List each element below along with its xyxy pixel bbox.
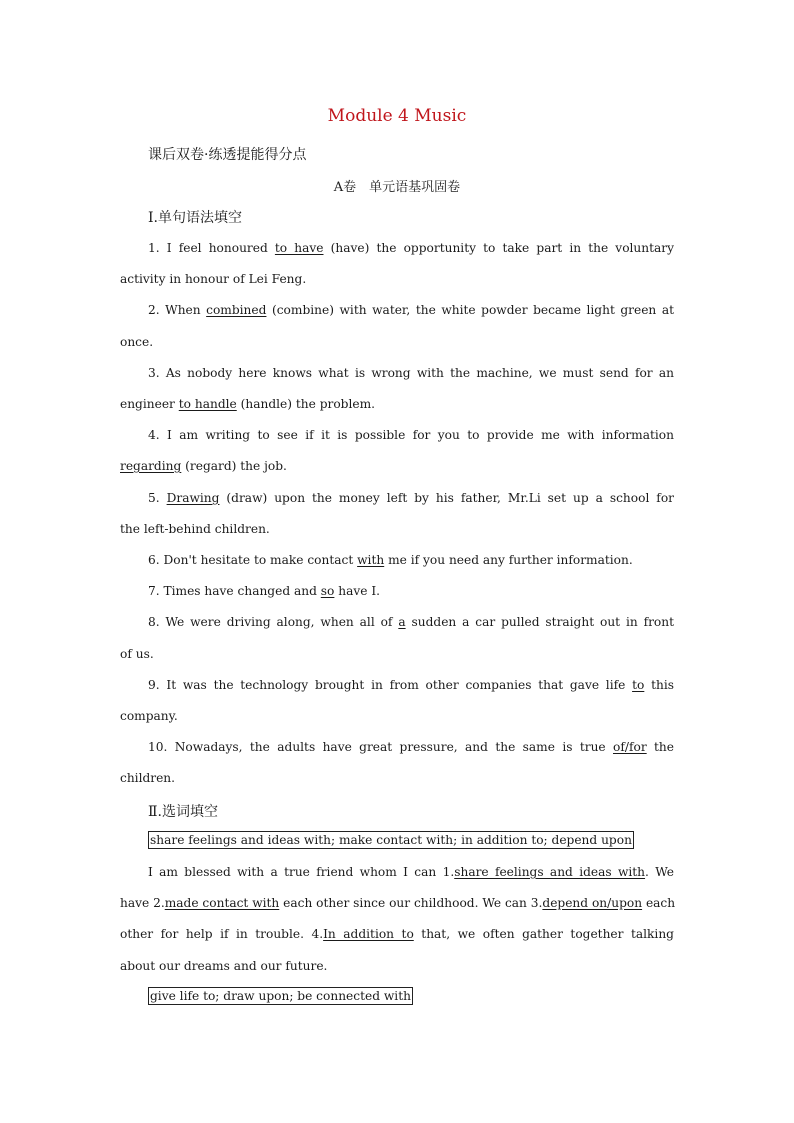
- question-3-line-1: 3. As nobody here knows what is wrong with the machine, we must send for an: [148, 366, 674, 380]
- question-8-line-2: of us.: [120, 647, 154, 661]
- passage-answer-4: In addition to: [323, 927, 414, 941]
- paper-label: A卷 单元语基巩固卷: [333, 180, 461, 195]
- subtitle: 课后双卷·练透提能得分点: [148, 147, 307, 163]
- section1-heading: Ⅰ.单句语法填空: [148, 210, 242, 226]
- passage-line-4: about our dreams and our future.: [120, 959, 328, 973]
- section2-heading: Ⅱ.选词填空: [148, 804, 218, 820]
- question-6-line-1: 6. Don't hesitate to make contact with me if you need any further information.: [148, 553, 633, 567]
- question-2-line-2: once.: [120, 335, 154, 349]
- question-10-line-2: children.: [120, 771, 176, 785]
- question-8-line-1: 8. We were driving along, when all of a sudden a car pulled straight out in front: [148, 615, 674, 629]
- passage-answer-3: depend on/upon: [542, 896, 643, 910]
- answer-3: to handle: [178, 397, 237, 411]
- passage-line-1: I am blessed with a true friend whom I can 1.share feelings and ideas with. We: [148, 865, 675, 879]
- passage-line-2: have 2.made contact with each other since our childhood. We can 3.depend on/upon each: [120, 896, 676, 910]
- question-4-line-1: 4. I am writing to see if it is possible for you to provide me with information: [148, 428, 674, 442]
- question-5-line-2: the left-behind children.: [120, 522, 270, 536]
- answer-6: with: [357, 553, 385, 567]
- question-3-line-2: engineer to handle (handle) the problem.: [120, 397, 376, 411]
- question-4-line-2: regarding (regard) the job.: [120, 459, 287, 473]
- answer-4: regarding: [120, 459, 182, 473]
- word-box-1: share feelings and ideas with; make contact with; in addition to; depend upon: [150, 833, 632, 847]
- question-7-line-1: 7. Times have changed and so have I.: [148, 584, 381, 598]
- question-2-line-1: 2. When combined (combine) with water, the white powder became light green at: [148, 303, 674, 317]
- answer-9: to: [632, 678, 645, 692]
- question-9-line-2: company.: [120, 709, 178, 723]
- question-5-line-1: 5. Drawing (draw) upon the money left by his father, Mr.Li set up a school for: [148, 491, 674, 505]
- passage-answer-2: made contact with: [164, 896, 280, 910]
- answer-1: to have: [274, 241, 324, 255]
- word-box-2: give life to; draw upon; be connected with: [150, 989, 411, 1003]
- question-10-line-1: 10. Nowadays, the adults have great pressure, and the same is true of/for the: [148, 740, 674, 754]
- passage-line-3: other for help if in trouble. 4.In addition to that, we often gather together talking: [120, 927, 674, 941]
- answer-7: so: [320, 584, 335, 598]
- question-1-line-2: activity in honour of Lei Feng.: [120, 272, 307, 286]
- answer-2: combined: [206, 303, 267, 317]
- passage-answer-1: share feelings and ideas with: [454, 865, 646, 879]
- answer-10: of/for: [613, 740, 647, 754]
- question-1-line-1: 1. I feel honoured to have (have) the opportunity to take part in the voluntary: [148, 241, 674, 255]
- question-9-line-1: 9. It was the technology brought in from other companies that gave life to this: [148, 678, 674, 692]
- answer-8: a: [398, 615, 406, 629]
- page-title: Module 4 Music: [327, 106, 467, 126]
- answer-5: Drawing: [166, 491, 220, 505]
